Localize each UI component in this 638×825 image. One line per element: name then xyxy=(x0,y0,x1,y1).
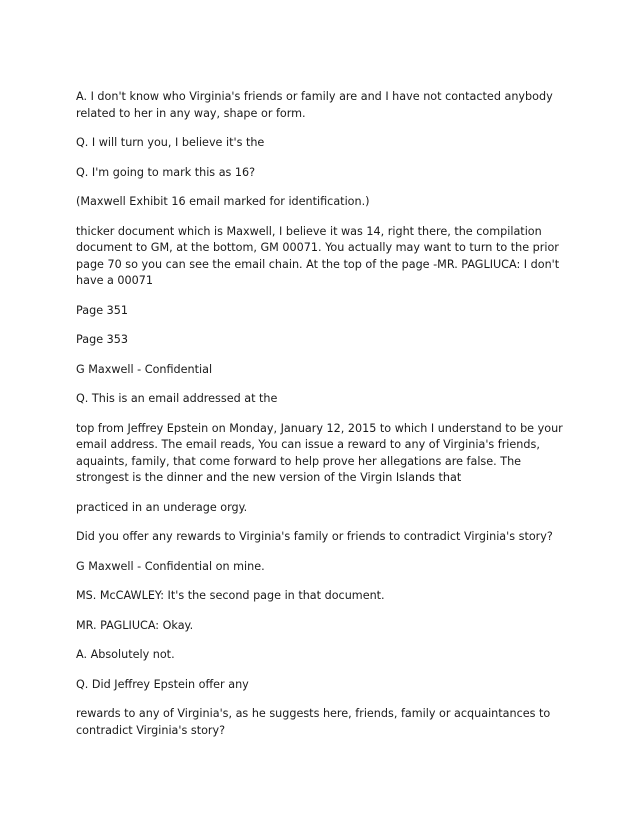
transcript-paragraph-question-3: Q. This is an email addressed at the xyxy=(76,392,278,405)
transcript-paragraph-question-5: Q. Did Jeffrey Epstein offer any xyxy=(76,677,249,691)
transcript-paragraph-answer-2: A. Absolutely not. xyxy=(76,648,175,661)
transcript-paragraph-question-5-continuation: rewards to any of Virginia's, as he suggests here, friends, family or acquaintances to contradict Virginia's story? xyxy=(76,707,551,737)
transcript-paragraph-document-reference: thicker document which is Maxwell, I believe it was 14, right there, the compilation document to GM, at the bottom, GM 00071. You actually may want to turn to the prior page 70 so you can see the email chain. At the top of the page -MR. PAGLIUCA: I don't have a 00071 xyxy=(76,224,560,287)
confidential-marker: G Maxwell - Confidential xyxy=(76,362,213,376)
confidential-marker-2: G Maxwell - Confidential on mine. xyxy=(76,559,265,573)
page-marker-351: Page 351 xyxy=(76,303,128,317)
transcript-body xyxy=(76,89,566,752)
transcript-paragraph-answer-1: A. I don't know who Virginia's friends or family are and I have not contacted anybody related to her in any way, shape or form. xyxy=(76,90,553,120)
transcript-paragraph-pagliuca: MR. PAGLIUCA: Okay. xyxy=(76,618,194,632)
transcript-paragraph-question-2: Q. I'm going to mark this as 16? xyxy=(76,165,256,179)
transcript-paragraph-continuation: practiced in an underage orgy. xyxy=(76,500,248,514)
transcript-paragraph-question-4: Did you offer any rewards to Virginia's family or friends to contradict Virginia's story? xyxy=(76,530,553,543)
transcript-paragraph-question-1: Q. I will turn you, I believe it's the xyxy=(76,136,265,149)
page-marker-353: Page 353 xyxy=(76,333,128,346)
transcript-paragraph-email-description: top from Jeffrey Epstein on Monday, January 12, 2015 to which I understand to be your email address. The email reads, You can issue a reward to any of Virginia's friends, aquaints, family, that come forward to help prove her allegations are false. The strongest is the dinner and the new version of the Virgin Islands that xyxy=(76,421,563,484)
transcript-paragraph-exhibit-note: (Maxwell Exhibit 16 email marked for identification.) xyxy=(76,195,370,208)
transcript-paragraph-mccawley: MS. McCAWLEY: It's the second page in that document. xyxy=(76,589,385,602)
